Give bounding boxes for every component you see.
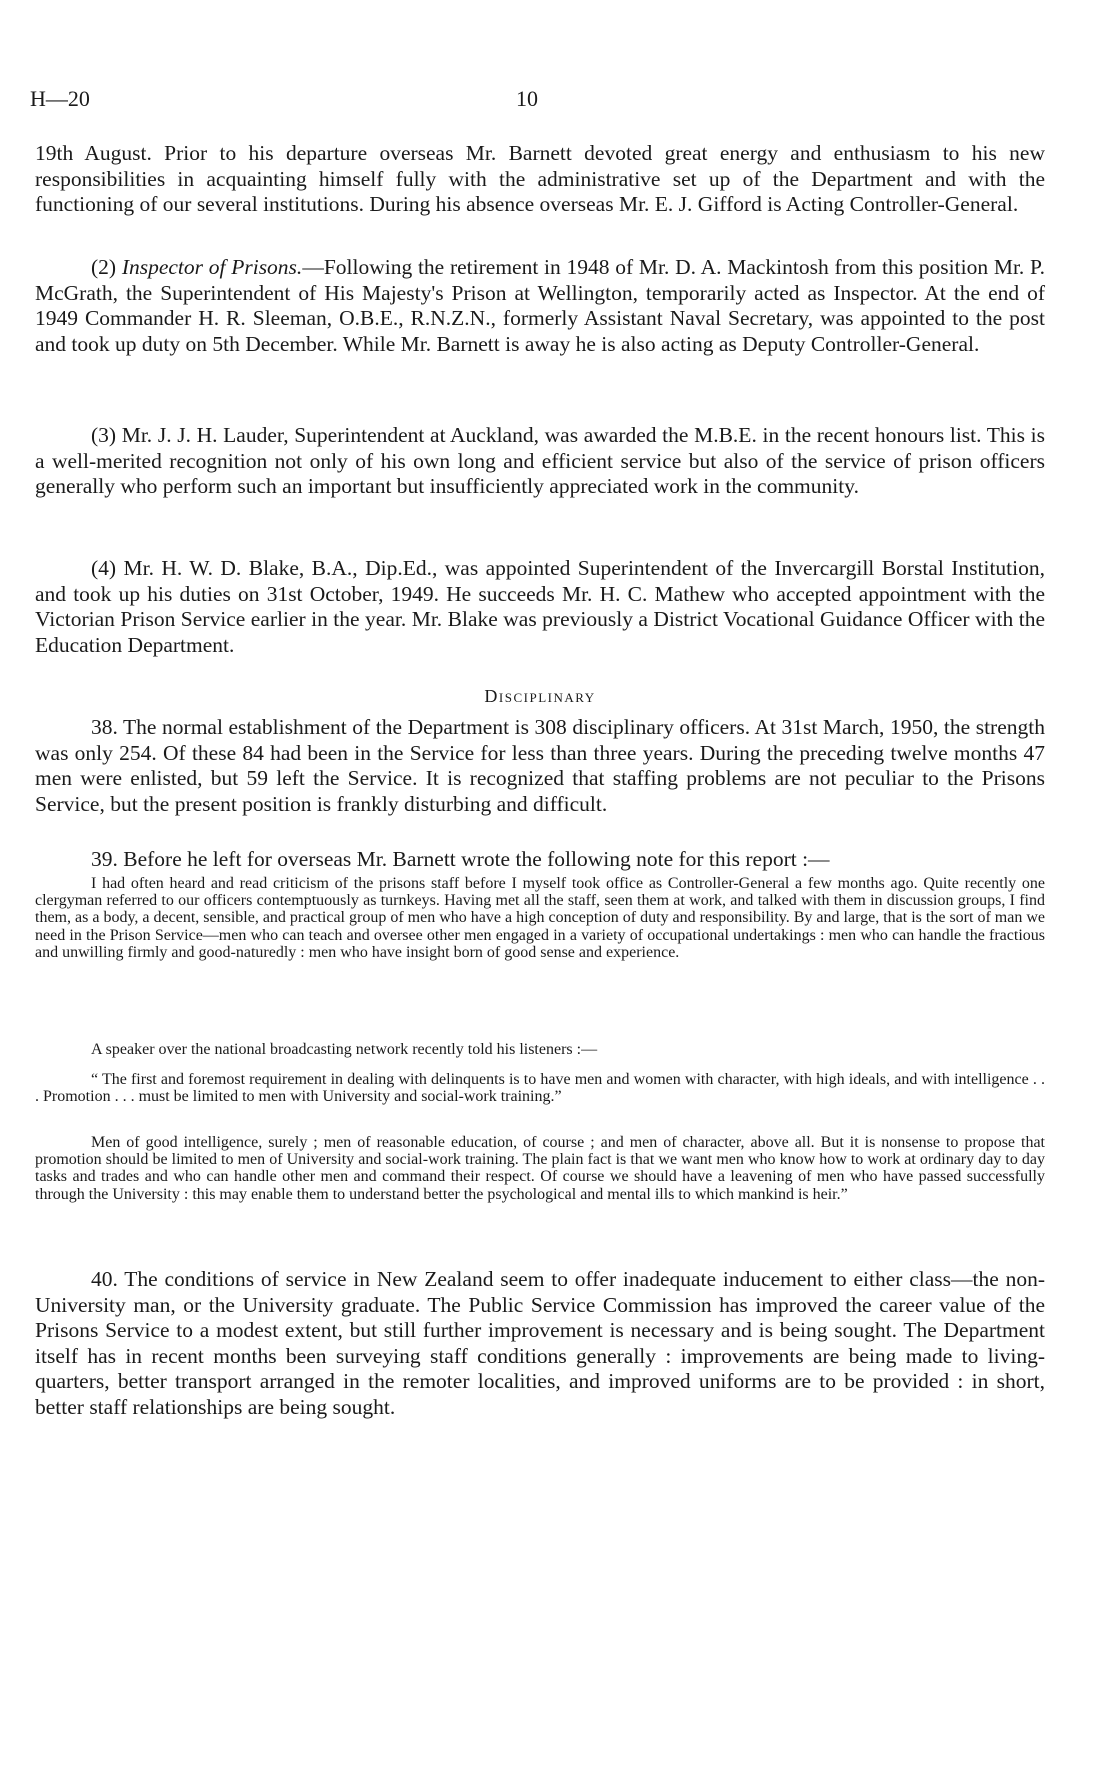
paragraph-continued: 19th August. Prior to his departure overseas Mr. Barnett devoted great energy and enthusiasm to his new responsibilities in acquainting himself fully with the administrative set up of the Department and with the functioning of our several institutions. During his absence overseas Mr. E. J. Gifford is Acting Controller-General. — [35, 141, 1045, 216]
paragraph-2-text: —Following the retirement in 1948 of Mr. D. A. Mackintosh from this position Mr. P. McGrath, the Superintendent of His Majesty's Prison at Wellington, temporarily acted as Inspector. At the end of 1949 Commander H. R. Sleeman, O.B.E., R.N.Z.N., formerly Assistant Naval Secretary, was appointed to the post and took up duty on 5th December. While Mr. Barnett is away he is also acting as Deputy Controller-General. — [35, 255, 1045, 356]
note-paragraph-1: I had often heard and read criticism of the prisons staff before I myself took office as Controller-General a few months ago. Quite recently one clergyman referred to our officers contemptuously as turnkeys. Having met all the staff, seen them at work, and talked with them in discussion groups, I find them, as a body, a decent, sensible, and practical group of men who have a high conception of duty and responsibility. By and large, that is the sort of man we need in the Prison Service—men who can teach and oversee other men engaged in a variety of occupational undertakings : men who can handle the fractious and unwilling firmly and good-naturedly : men who have insight born of good sense and experience. — [35, 875, 1045, 961]
document-reference: H—20 — [30, 86, 90, 111]
note-quotation: “ The first and foremost requirement in dealing with delinquents is to have men and women with character, with high ideals, and with intelligence . . . Promotion . . . must be limited to men with University and social-work training.” — [35, 1071, 1045, 1106]
page-header — [30, 86, 1050, 126]
page-number: 10 — [516, 86, 538, 111]
document-page — [30, 86, 1050, 1419]
paragraph-40: 40. The conditions of service in New Zealand seem to offer inadequate inducement to either class—the non-University man, or the University graduate. The Public Service Commission has improved the career value of the Prisons Service to a modest extent, but still further improvement is necessary and is being sought. The Department itself has in recent months been surveying staff conditions generally : improvements are being made to living-quarters, better transport arranged in the remoter localities, and improved uniforms are to be provided : in short, better staff relationships are being sought. — [35, 1267, 1045, 1419]
section-heading: Disciplinary — [484, 686, 596, 706]
paragraph-2-title: Inspector of Prisons. — [121, 255, 303, 279]
note-paragraph-3: Men of good intelligence, surely ; men of reasonable education, of course ; and men of character, above all. But it is nonsense to propose that promotion should be limited to men of University and social-work training. The plain fact is that we want men who know how to work at ordinary day to day tasks and trades and who can handle other men and command their respect. Of course we should have a leavening of men who have passed successfully through the University : this may enable them to understand better the psychological and mental ills to which mankind is heir.” — [35, 1134, 1045, 1203]
paragraph-38: 38. The normal establishment of the Department is 308 disciplinary officers. At 31st March, 1950, the strength was only 254. Of these 84 had been in the Service for less than three years. During the preceding twelve months 47 men were enlisted, but 59 left the Service. It is recognized that staffing problems are not peculiar to the Prisons Service, but the present position is frankly disturbing and difficult. — [35, 715, 1045, 816]
paragraph-39: 39. Before he left for overseas Mr. Barnett wrote the following note for this report :— — [91, 847, 830, 871]
paragraph-2 — [35, 255, 1045, 357]
note-paragraph-2: A speaker over the national broadcasting network recently told his listeners :— — [91, 1041, 598, 1058]
paragraph-3: (3) Mr. J. J. H. Lauder, Superintendent at Auckland, was awarded the M.B.E. in the recent honours list. This is a well-merited recognition not only of his own long and efficient service but also of the service of prison officers generally who perform such an important but insufficiently appreciated work in the community. — [35, 423, 1045, 498]
paragraph-2-number: (2) — [91, 255, 122, 279]
paragraph-4: (4) Mr. H. W. D. Blake, B.A., Dip.Ed., was appointed Superintendent of the Invercargill Borstal Institution, and took up his duties on 31st October, 1949. He succeeds Mr. H. C. Mathew who accepted appointment with the Victorian Prison Service earlier in the year. Mr. Blake was previously a District Vocational Guidance Officer with the Education Department. — [35, 556, 1045, 657]
